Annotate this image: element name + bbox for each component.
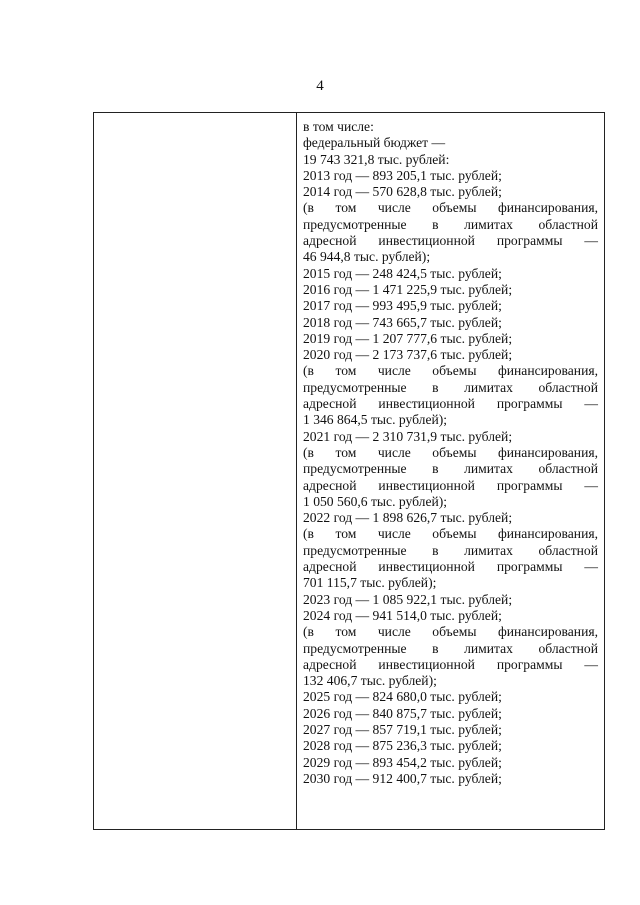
year-line-2014: 2014 год — 570 628,8 тыс. рублей; xyxy=(303,184,502,200)
year-line-2019: 2019 год — 1 207 777,6 тыс. рублей; xyxy=(303,330,513,346)
year-line-2024: 2024 год — 941 514,0 тыс. рублей; xyxy=(303,607,502,623)
note-2021-line-2: предусмотренные в лимитах областной xyxy=(303,461,598,477)
note-2014-line-3: адресной инвестиционной программы — xyxy=(303,233,598,249)
year-line-2027: 2027 год — 857 719,1 тыс. рублей; xyxy=(303,721,502,737)
table-left-cell xyxy=(94,113,297,829)
note-2021-line-1: (в том числе объемы финансирования, xyxy=(303,444,598,460)
page-number: 4 xyxy=(316,78,324,94)
note-2021-line-4: 1 050 560,6 тыс. рублей); xyxy=(303,493,448,509)
note-2024-line-3: адресной инвестиционной программы — xyxy=(303,656,598,672)
year-line-2022: 2022 год — 1 898 626,7 тыс. рублей; xyxy=(303,510,513,526)
note-2020-line-3: адресной инвестиционной программы — xyxy=(303,396,598,412)
note-2014-line-2: предусмотренные в лимитах областной xyxy=(303,216,598,232)
financing-table xyxy=(93,112,605,830)
note-2024-line-4: 132 406,7 тыс. рублей); xyxy=(303,673,437,689)
federal-total: 19 743 321,8 тыс. рублей: xyxy=(303,151,450,167)
note-2020-line-4: 1 346 864,5 тыс. рублей); xyxy=(303,412,448,428)
federal-label: федеральный бюджет — xyxy=(303,135,446,151)
note-2022-line-3: адресной инвестиционной программы — xyxy=(303,559,598,575)
note-2022-line-1: (в том числе объемы финансирования, xyxy=(303,526,598,542)
note-2022-line-2: предусмотренные в лимитах областной xyxy=(303,542,598,558)
year-line-2015: 2015 год — 248 424,5 тыс. рублей; xyxy=(303,265,502,281)
year-line-2028: 2028 год — 875 236,3 тыс. рублей; xyxy=(303,738,502,754)
note-2020-line-1: (в том числе объемы финансирования, xyxy=(303,363,598,379)
intro-text: в том числе: xyxy=(303,119,374,134)
year-line-2018: 2018 год — 743 665,7 тыс. рублей; xyxy=(303,314,502,330)
year-line-2021: 2021 год — 2 310 731,9 тыс. рублей; xyxy=(303,428,513,444)
year-line-2017: 2017 год — 993 495,9 тыс. рублей; xyxy=(303,298,502,314)
year-line-2023: 2023 год — 1 085 922,1 тыс. рублей; xyxy=(303,591,513,607)
table-right-cell xyxy=(297,113,604,829)
year-line-2025: 2025 год — 824 680,0 тыс. рублей; xyxy=(303,689,502,705)
year-line-2020: 2020 год — 2 173 737,6 тыс. рублей; xyxy=(303,347,513,363)
note-2014-line-1: (в том числе объемы финансирования, xyxy=(303,200,598,216)
note-2021-line-3: адресной инвестиционной программы — xyxy=(303,477,598,493)
note-2014-line-4: 46 944,8 тыс. рублей); xyxy=(303,249,431,265)
year-line-2030: 2030 год — 912 400,7 тыс. рублей; xyxy=(303,770,502,786)
year-line-2016: 2016 год — 1 471 225,9 тыс. рублей; xyxy=(303,281,513,297)
note-2022-line-4: 701 115,7 тыс. рублей); xyxy=(303,575,437,591)
year-line-2013: 2013 год — 893 205,1 тыс. рублей; xyxy=(303,167,502,183)
note-2020-line-2: предусмотренные в лимитах областной xyxy=(303,379,598,395)
year-line-2026: 2026 год — 840 875,7 тыс. рублей; xyxy=(303,705,502,721)
year-line-2029: 2029 год — 893 454,2 тыс. рублей; xyxy=(303,754,502,770)
note-2024-line-1: (в том числе объемы финансирования, xyxy=(303,624,598,640)
note-2024-line-2: предусмотренные в лимитах областной xyxy=(303,640,598,656)
